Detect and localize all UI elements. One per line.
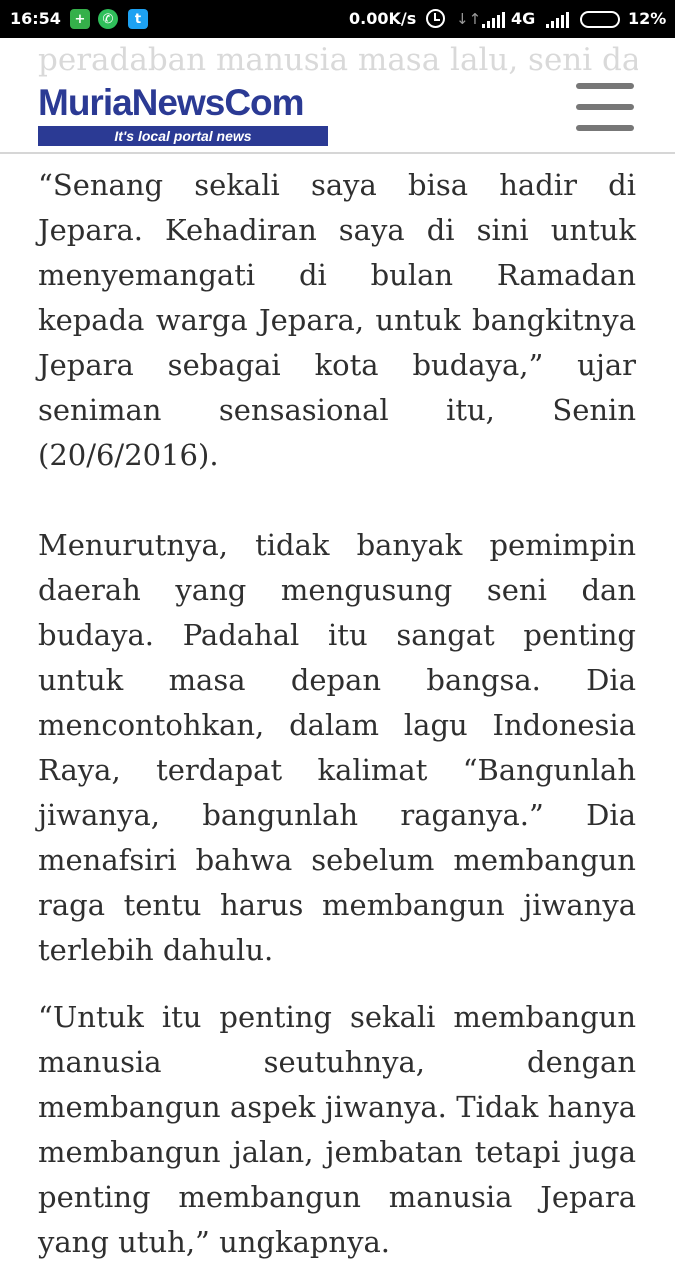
status-bar bbox=[0, 0, 675, 38]
shield-icon: + bbox=[70, 9, 90, 29]
hamburger-menu-icon[interactable] bbox=[576, 83, 634, 131]
site-logo[interactable] bbox=[38, 84, 328, 146]
data-transfer-icon: ↓↑ bbox=[456, 10, 482, 28]
logo-name: MuriaNewsCom bbox=[38, 82, 304, 123]
network-type: 4G bbox=[511, 9, 536, 28]
signal-icon bbox=[546, 12, 570, 28]
network-speed: 0.00K/s bbox=[349, 9, 417, 28]
status-time: 16:54 bbox=[10, 9, 61, 28]
article-paragraph: “Senang sekali saya bisa hadir di Jepara. Kehadiran saya di sini untuk menyemangati di bulan Ramadan kepada warga Jepara, untuk bangkitnya Jepara sebagai kota budaya,” ujar seniman sensasional itu, Senin (20/6/2016). bbox=[38, 168, 636, 472]
logo-tagline: It's local portal news bbox=[38, 126, 328, 146]
signal-icon bbox=[482, 12, 506, 28]
menu-bar bbox=[576, 125, 634, 131]
alarm-icon bbox=[426, 9, 445, 28]
menu-bar bbox=[576, 83, 634, 89]
article-paragraph: “Untuk itu penting sekali membangun manusia seutuhnya, dengan membangun aspek jiwanya. Tidak hanya membangun jalan, jembatan tetapi juga penting membangun manusia Jepara yang utuh,” ungkapnya. bbox=[38, 1000, 636, 1259]
article-body bbox=[38, 163, 636, 1265]
twitter-icon: t bbox=[128, 9, 148, 29]
site-header bbox=[0, 38, 675, 154]
whatsapp-icon: ✆ bbox=[98, 9, 118, 29]
article-paragraph: Menurutnya, tidak banyak pemimpin daerah yang mengusung seni dan budaya. Padahal itu sangat penting untuk masa depan bangsa. Dia mencontohkan, dalam lagu Indonesia Raya, terdapat kalimat “Bangunlah jiwanya, bangunlah raganya.” Dia menafsiri bahwa sebelum membangun raga tentu harus membangun jiwanya terlebih dahulu. bbox=[38, 528, 636, 967]
battery-icon bbox=[580, 11, 620, 28]
menu-bar bbox=[576, 104, 634, 110]
battery-level: 12% bbox=[628, 9, 667, 28]
